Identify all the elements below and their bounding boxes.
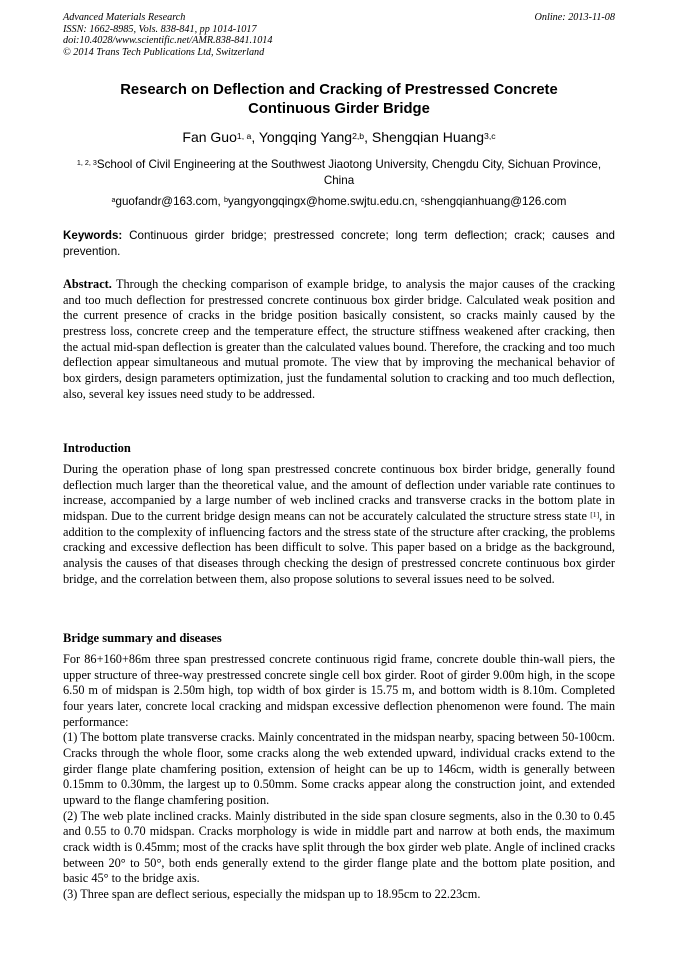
keywords-text: Continuous girder bridge; prestressed concrete; long term deflection; crack; causes and prevention.	[63, 229, 615, 258]
title-line-1: Research on Deflection and Cracking of Prestressed Concrete	[120, 82, 558, 98]
affiliation-marker: 1, 2, 3	[76, 158, 97, 168]
author-name: Yongqing Yang	[258, 129, 353, 145]
email-link[interactable]: yangyongqingx@home.swjtu.edu.cn,	[227, 195, 421, 208]
keywords	[63, 228, 615, 259]
online-date: Online: 2013-11-08	[534, 12, 615, 23]
author-affiliation-marker: 2,b	[352, 130, 365, 141]
introduction-text: , in addition to the complexity of influencing factors and the stress state of the structure after cracking, the problems cracking and excessive deflection has been difficult to solve. This paper based on a bridge as the background, analysis the causes of that diseases through checking the design of prestressed concrete continuous box girder bridge, and the correlation between them, also propose solutions to several issues need to be solved.	[63, 508, 615, 586]
email-link[interactable]: guofandr@163.com,	[115, 195, 224, 208]
summary-item-3: (3) Three span are deflect serious, especially the midspan up to 18.95cm to 22.23cm.	[63, 886, 481, 901]
citation-ref[interactable]: [1]	[590, 510, 600, 520]
bridge-summary-body	[63, 652, 615, 903]
section-heading-bridge-summary: Bridge summary and diseases	[63, 631, 222, 645]
title-line-2: Continuous Girder Bridge	[248, 101, 430, 117]
introduction-text: During the operation phase of long span prestressed concrete continuous box birder bridge, generally found deflection much larger than the theoretical value, and the amount of deflection under variable rate continues to increase, accompanied by a large number of web inclined cracks and transverse cracks in the bottom plate in midspan. Due to the current bridge design means can not be accurately calculated the structure stress state	[63, 462, 615, 523]
summary-item-1: (1) The bottom plate transverse cracks. Mainly concentrated in the midspan nearby, spacing between 50-100cm. Cracks through the whole floor, some cracks along the web extended upward, individual cracks extend to the girder flange plate chamfering position, extension of height can be up to 146cm, width is generally between 0.15mm to 0.30mm, the largest up to 0.50mm. Some cracks appear along the construction joint, and extended upward to the flange chamfering position.	[63, 730, 615, 807]
abstract	[63, 277, 615, 402]
affiliation	[63, 157, 615, 189]
author-name: Fan Guo	[182, 129, 237, 145]
summary-item-2: (2) The web plate inclined cracks. Mainly distributed in the side span closure segments, also in the 0.30 to 0.45 and 0.55 to 0.70 midspan. Cracks morphology is wide in middle part and narrow at both ends, the maximum crack width is 0.45mm; most of the cracks have split through the box girder web plate. Angle of inclined cracks between 20° to 50°, both ends generally extend to the girder flange plate and the bottom plate position, and basic 45° to the bridge axis.	[63, 808, 615, 886]
issn-line: ISSN: 1662-8985, Vols. 838-841, pp 1014-1017	[63, 23, 257, 35]
paper-title	[63, 81, 615, 119]
journal-name: Advanced Materials Research	[63, 12, 186, 23]
author-emails	[63, 194, 615, 209]
author-affiliation-marker: 1, a	[236, 130, 252, 141]
journal-header	[63, 12, 615, 58]
section-heading-introduction: Introduction	[63, 441, 131, 455]
keywords-label: Keywords:	[63, 229, 123, 242]
introduction-body	[63, 462, 615, 587]
affiliation-text: School of Civil Engineering at the Southwest Jiaotong University, Chengdu City, Sichuan Province, China	[96, 158, 602, 187]
email-marker: b	[223, 195, 228, 205]
author-list	[63, 128, 615, 146]
author-name: Shengqian Huang	[371, 129, 485, 145]
email-marker: a	[111, 195, 116, 205]
doi-line: doi:10.4028/www.scientific.net/AMR.838-841.1014	[63, 35, 273, 46]
abstract-text: Through the checking comparison of example bridge, to analysis the major causes of the cracking and too much deflection for prestressed concrete continuous box girder bridge. Calculated weak position and the current presence of cracks in the bridge position basically consistent, so cracks mainly caused by the prestress loss, concrete creep and the temperature effect, the structure stiffness weakened after cracking, then the actual mid-span deflection is greater than the calculated values bound. Therefore, the cracking and too much deflection appear simultaneous and mutual promote. The view that by improving the mechanical behavior of box girders, design parameters optimization, just the fundamental solution to cracking and too much deflection, also, several key issues need study to be addressed.	[63, 277, 615, 401]
email-link[interactable]: shengqianhuang@126.com	[424, 195, 567, 208]
author-separator: ,	[364, 129, 372, 145]
author-separator: ,	[251, 129, 259, 145]
abstract-label: Abstract.	[63, 277, 112, 291]
copyright-line: © 2014 Trans Tech Publications Ltd, Switzerland	[63, 46, 265, 58]
author-affiliation-marker: 3,c	[484, 130, 496, 141]
summary-paragraph: For 86+160+86m three span prestressed concrete continuous rigid frame, concrete double thin-wall piers, the upper structure of three-way prestressed concrete single cell box girder. Root of girder 9.00m high, in the scope 6.50 m of midspan is 2.50m high, top width of box girder is 15.75 m, and bottom width is 8.10m. Completed four years later, concrete local cracking and midspan excessive deflection phenomenon were found. The main performance:	[63, 652, 615, 729]
email-marker: c	[420, 195, 425, 205]
